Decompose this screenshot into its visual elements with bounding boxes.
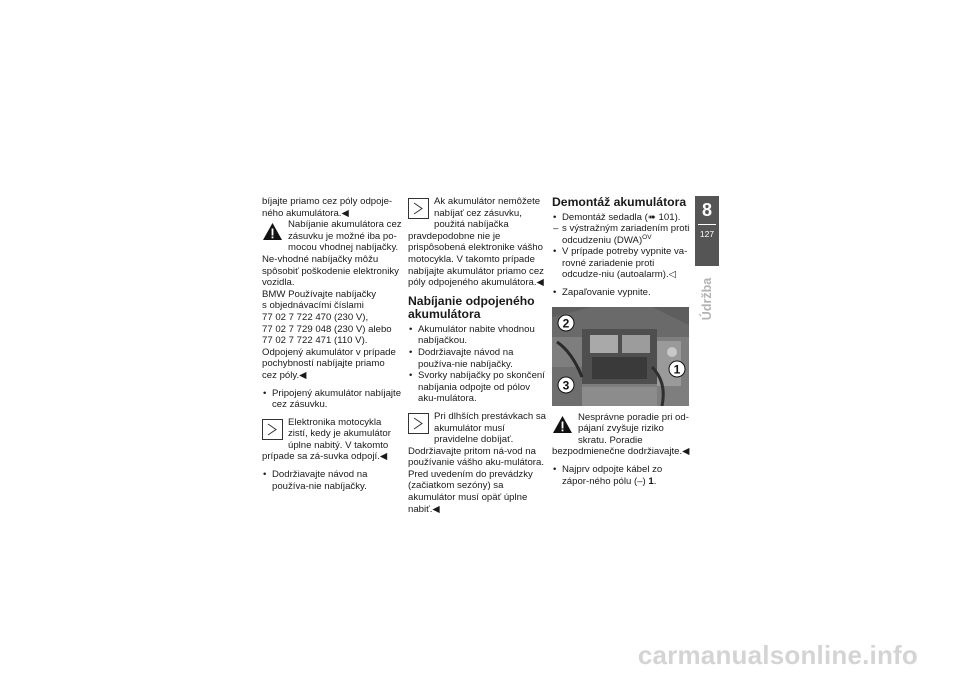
photo-callout: 1 <box>673 362 681 377</box>
warning-note <box>552 412 692 458</box>
info-note <box>408 196 548 289</box>
battery-photo-illustration <box>552 307 689 406</box>
watermark: carmanualsonline.info <box>637 640 918 670</box>
paragraph: bíjajte priamo cez póly odpoje-ného akumulátora.◀ <box>262 196 393 219</box>
section-heading: Nabíjanie odpojeného akumulátora <box>408 293 535 322</box>
warning-icon <box>552 414 573 435</box>
photo-callout: 2 <box>562 316 570 331</box>
column-middle <box>408 196 548 515</box>
section-label <box>695 276 719 322</box>
option-superscript: OV <box>642 233 652 241</box>
warning-icon <box>262 221 283 242</box>
paragraph: BMW Používajte nabíjačky <box>262 288 377 300</box>
bullet-item: • Dodržiavajte návod na používa-nie nabíjačky. <box>262 469 402 492</box>
bullet-text: Najprv odpojte kábel zo zápor-ného pólu (–) <box>562 464 663 487</box>
warning-text: Nabíjanie akumulátora cez zásuvku je možné iba po-mocou vhodnej nabíjačky. Ne-vhodné nabíjačky môžu spôsobiť poškodenie elektroniky vozidla. <box>262 219 402 289</box>
section-label-text: Údržba <box>700 277 714 321</box>
part-number: 77 02 7 729 048 (230 V) alebo <box>262 323 392 335</box>
note-text: Ak akumulátor nemôžete nabíjať cez zásuvku, použitá nabíjačka pravdepodobne nie je prispôsobená elektronike vášho motocykla. V takomto prípade nabíjajte akumulátor priamo cez póly odpojeného akumulátora.◀ <box>408 196 544 289</box>
bullet-item: • Dodržiavajte návod na používa-nie nabíjačky. <box>408 347 548 370</box>
bullet-item: • Akumulátor nabite vhodnou nabíjačkou. <box>408 324 548 347</box>
dash-item <box>552 223 692 246</box>
bullet-item: • Svorky nabíjačky po skončení nabíjania odpojte od pólov aku-mulátora. <box>408 370 548 405</box>
page-number: 127 <box>699 229 715 239</box>
bullet-item: • V prípade potreby vypnite va-rovné zariadenie proti odcudze-niu (autoalarm).◁ <box>552 246 692 281</box>
part-number: 77 02 7 722 470 (230 V), <box>262 311 369 323</box>
bullet-item: • Demontáž sedadla (➠ 101). <box>552 212 692 224</box>
info-note <box>408 411 548 515</box>
paragraph: s objednávacími číslami <box>262 300 364 312</box>
part-number: 77 02 7 722 471 (110 V). <box>262 335 368 347</box>
chapter-tab <box>695 196 719 266</box>
note-text: Elektronika motocykla zistí, kedy je akumulátor úplne nabitý. V takomto prípade sa zá-suvka odpojí.◀ <box>262 416 391 463</box>
note-text: Pri dlhších prestávkach sa akumulátor musí pravidelne dobíjať. Dodržiavajte pritom ná-vod na používanie vášho aku-mulátora. Pred uvedením do prevádzky (začiatkom sezóny) sa akumulátor musí opäť úplne nabiť.◀ <box>408 410 546 515</box>
bullet-end: . <box>653 475 657 487</box>
dash-item-text: s výstražným zariadením proti odcudzeniu (DWA) <box>562 223 690 246</box>
paragraph: Odpojený akumulátor v prípade pochybností nabíjajte priamo cez póly.◀ <box>262 346 396 381</box>
photo-callout: 3 <box>562 378 570 393</box>
tab-divider <box>698 224 716 225</box>
bullet-item: • Pripojený akumulátor nabíjajte cez zásuvku. <box>262 388 402 411</box>
bullet-item: • Zapaľovanie vypnite. <box>552 287 692 299</box>
info-note <box>262 417 402 463</box>
note-icon <box>408 198 429 219</box>
column-left <box>262 196 402 492</box>
note-icon <box>408 413 429 434</box>
note-icon <box>262 419 283 440</box>
column-right <box>552 196 692 487</box>
chapter-number: 8 <box>701 200 712 220</box>
warning-text: Nesprávne poradie pri od-pájaní zvyšuje riziko skratu. Poradie bezpodmienečne dodržiavajte.◀ <box>552 411 690 458</box>
callout-reference: 1 <box>648 475 654 487</box>
bullet-item <box>552 464 692 487</box>
section-heading: Demontáž akumulátora <box>552 195 687 209</box>
warning-note <box>262 219 402 289</box>
battery-photo <box>552 307 689 406</box>
